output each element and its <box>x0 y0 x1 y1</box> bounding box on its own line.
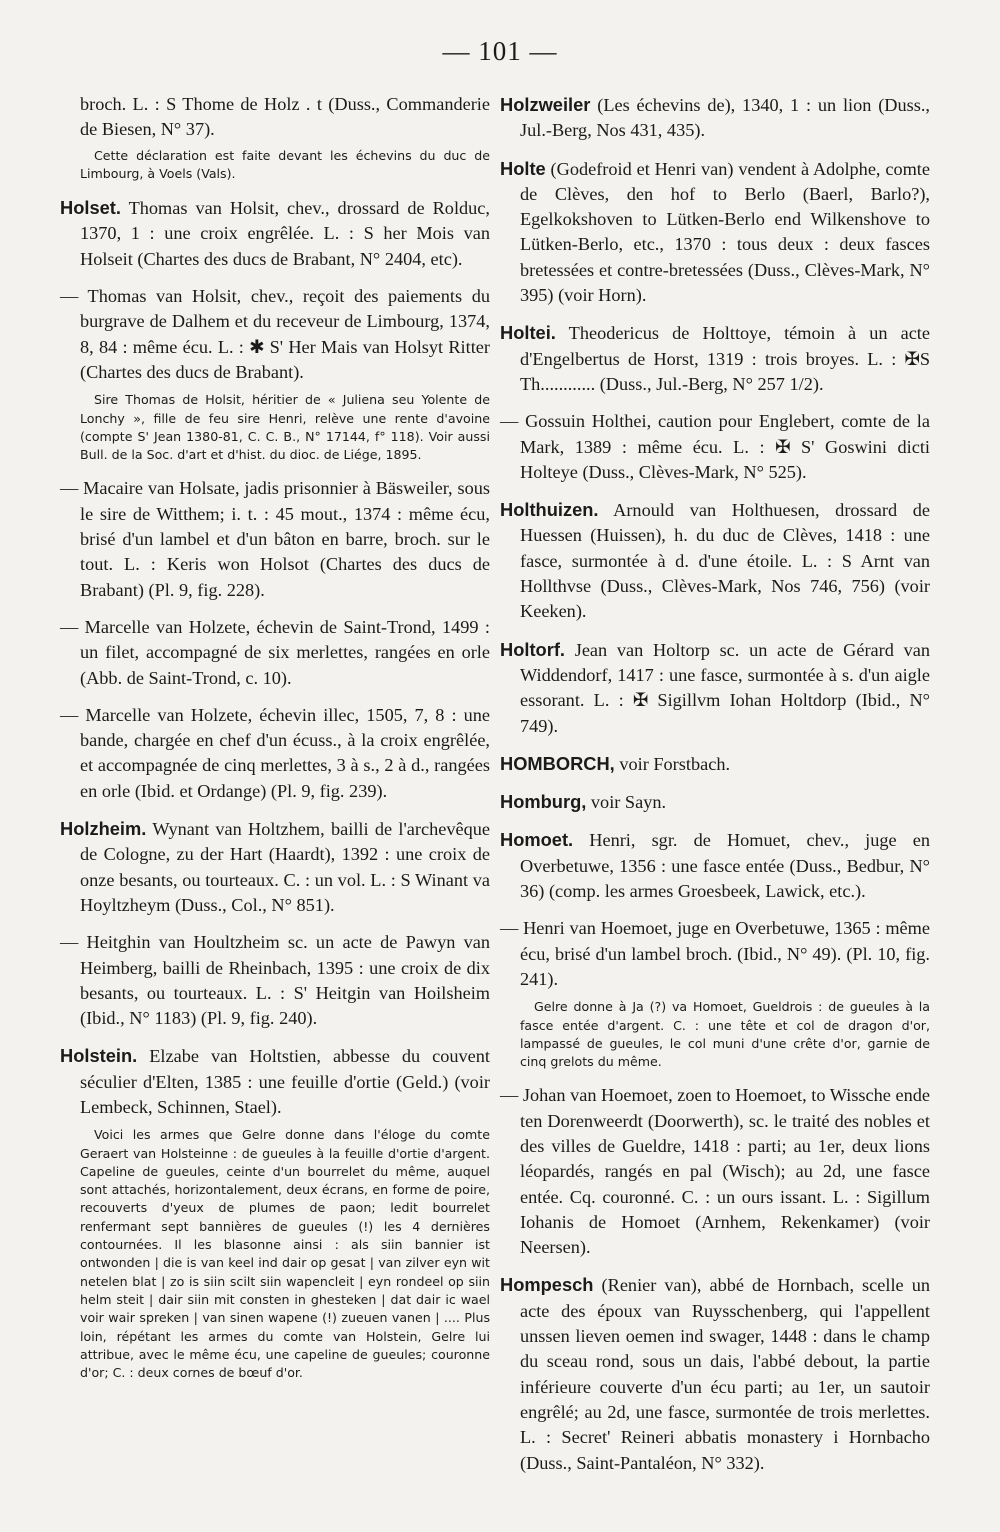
entry-holte <box>500 156 930 309</box>
entry-keyword: HOMBORCH, <box>500 752 615 774</box>
entry-text: voir Sayn. <box>590 792 667 813</box>
entry-keyword: Holtorf. <box>500 638 565 660</box>
entry-paragraph: — Johan van Hoemoet, zoen to Hoemoet, to Wissche ende ten Dorenweerdt (Doorwerth), sc. le traité des nobles et des villes de Gueldre, 1418 : parti; au 1er, deux lions léopardés, rangés en pal (Wisch); au 2d, une fasce entée. Cq. couronné. C. : un ours issant. L. : Sigillum Iohanis de Homoet (Arnhem, Rekenkamer) (voir Neersen). <box>500 1085 930 1258</box>
entry-keyword: Holtei. <box>500 322 556 344</box>
entry-paragraph: — Thomas van Holsit, chev., reçoit des paiements du burgrave de Dalhem et du receveur de Limbourg, 1374, 8, 84 : même écu. L. : ✱ S' Her Mais van Holsyt Ritter (Chartes des ducs de Brabant). <box>60 286 490 382</box>
entry-text: voir Forstbach. <box>619 753 731 774</box>
entry-text: Theodericus de Holttoye, témoin à un acte d'Engelbertus de Horst, 1319 : trois broyes. L. : ✠S Th............ (Duss., Jul.-Berg, N° 257 1/2). <box>520 323 930 394</box>
entry-keyword: Holzheim. <box>60 818 147 840</box>
entry-holtorf <box>500 637 930 739</box>
entry-holset <box>60 195 490 272</box>
entry-text: Thomas van Holsit, chev., drossard de Rolduc, 1370, 1 : une croix engrêlée. L. : S her Mois van Holseit (Chartes des ducs de Brabant, N° 2404, etc). <box>80 198 490 269</box>
footnote: Cette déclaration est faite devant les échevins du duc de Limbourg, à Voels (Vals). <box>80 147 490 181</box>
page-number: — 101 — <box>442 36 558 66</box>
right-column <box>500 92 930 1488</box>
footnote: Gelre donne à Ja (?) va Homoet, Gueldrois : de gueules à la fasce entée d'argent. C. : une tête et col de dragon d'or, lampassé de gueules, le col muni d'une crête d'or, garnie de cinq grelots du même. <box>520 999 930 1070</box>
footnote: Sire Thomas de Holsit, héritier de « Juliena seu Yolente de Lonchy », fille de feu sire Henri, relève une rente d'avoine (compte S' Jean 1380-81, C. C. B., N° 17144, f° 118). Voir aussi Bull. de la Soc. d'art et d'hist. du dioc. de Liége, 1895. <box>80 392 490 463</box>
entry-keyword: Holstein. <box>60 1045 138 1067</box>
entry-keyword: Holte <box>500 157 546 179</box>
entry-keyword: Holset. <box>60 197 121 219</box>
left-column <box>60 92 490 1394</box>
entry-keyword: Homburg, <box>500 791 587 813</box>
entry-keyword: Holthuizen. <box>500 499 599 521</box>
entry-text: Elzabe van Holtstien, abbesse du couvent séculier d'Elten, 1385 : une feuille d'ortie (Geld.) (voir Lembeck, Schinnen, Stael). <box>80 1046 490 1117</box>
entry-holtei <box>500 320 930 397</box>
entry-text: Wynant van Holtzhem, bailli de l'archevêque de Cologne, zu der Hart (Haardt), 1392 : une croix de onze besants, ou tourteaux. C. : un vol. L. : S Winant va Hoyltzheym (Duss., Col., N° 851). <box>80 819 490 915</box>
entry-paragraph: — Heitghin van Houltzheim sc. un acte de Pawyn van Heimberg, bailli de Rheinbach, 1395 : une croix de dix besants, ou tourteaux. L. : S' Heitgin van Hoilsheim (Ibid., N° 1183) (Pl. 9, fig. 240). <box>60 932 490 1029</box>
entry-keyword: Homoet. <box>500 829 574 851</box>
entry-hompesch <box>500 1272 930 1475</box>
entry-paragraph: — Macaire van Holsate, jadis prisonnier à Bäsweiler, sous le sire de Witthem; i. t. : 45 mout., 1374 : même écu, brisé d'un lambel et d'un bâton en barre, broch. sur le tout. L. : Keris won Holsot (Chartes des ducs de Brabant) (Pl. 9, fig. 228). <box>60 478 490 600</box>
footnote: Voici les armes que Gelre donne dans l'éloge du comte Geraert van Holsteinne : de gueules à la feuille d'ortie d'argent. Capeline de gueules, ceinte d'un bourrelet du même, auquel sont attachés, horizontalement, deux écrans, en forme de poire, recouverts d'yeux de plumes de paon; ledit bourrelet renfermant sept bannières de gueules (!) les 4 dernières contournées. Il les blasonne ainsi : als siin bannier ist ontwonden | die is van keel ind dair op gesat | van zilver eyn wit netelen blat | zo is siin scilt siin wapencleit | eyn rondeel op siin helm steit | dair siin mit consten in ghesteken | dat dair ic wael voir wair spreken | van sinen wapene (!) zueuen vanen | .... Plus loin, répétant les armes du comte van Holstein, Gelre lui attribue, avec le même écu, une capeline de gueules; couronne d'or; C. : deux cornes de bœuf d'or. <box>80 1127 490 1381</box>
entry-keyword: Hompesch <box>500 1274 594 1296</box>
entry-holzheim <box>60 816 490 918</box>
entry-text: (Godefroid et Henri van) vendent à Adolphe, comte de Clèves, den hof to Berlo (Baerl, Barlo?), Egelkokshoven to Lütken-Berlo end Wilkenshove to Lütken-Berlo, etc., 1370 : tous deux : deux fasces bretessées et contre-bretessées (Duss., Clèves-Mark, N° 395) (voir Horn). <box>520 158 930 306</box>
entry-text: Henri, sgr. de Homuet, chev., juge en Overbetuwe, 1356 : une fasce entée (Duss., Bedbur, N° 36) (comp. les armes Groesbeek, Lawick, etc.). <box>520 830 930 902</box>
entry-homoet <box>500 827 930 904</box>
entry-paragraph: — Henri van Hoemoet, juge en Overbetuwe, 1365 : même écu, brisé d'un lambel broch. (Ibid., N° 49). (Pl. 10, fig. 241). <box>500 918 930 989</box>
entry-holthuizen <box>500 497 930 624</box>
entry-keyword: Holzweiler <box>500 94 591 115</box>
entry-holstein <box>60 1043 490 1120</box>
entry-text: (Les échevins de), 1340, 1 : un lion (Duss., Jul.-Berg, Nos 431, 435). <box>520 95 930 141</box>
entry-paragraph: broch. L. : S Thome de Holz . t (Duss., Commanderie de Biesen, N° 37). <box>80 94 490 140</box>
entry-homburg <box>500 789 930 815</box>
entry-homborch <box>500 751 930 777</box>
entry-paragraph: — Gossuin Holthei, caution pour Englebert, comte de la Mark, 1389 : même écu. L. : ✠ S' Goswini dicti Holteye (Duss., Clèves-Mark, N° 525). <box>500 411 930 482</box>
entry-paragraph: — Marcelle van Holzete, échevin de Saint-Trond, 1499 : un filet, accompagné de six merlettes, rangées en orle (Abb. de Saint-Trond, c. 10). <box>60 616 490 688</box>
entry-text: Jean van Holtorp sc. un acte de Gérard van Widdendorf, 1417 : une fasce, surmontée à s. d'un aigle essorant. L. : ✠ Sigillvm Iohan Holtdorp (Ibid., N° 749). <box>520 639 930 736</box>
entry-holzweiler <box>500 92 930 144</box>
entry-text: Arnould van Holthuesen, drossard de Huessen (Huissen), h. du duc de Clèves, 1418 : une fasce, surmontée à d. d'une étoile. L. : S Arnt van Hollthvse (Duss., Clèves-Mark, Nos 746, 756) (voir Keeken). <box>520 500 931 622</box>
entry-text: (Renier van), abbé de Hornbach, scelle un acte des époux van Ruysschenberg, qui l'appellent unssen lieven oemen ind swager, 1448 : dans le champ du sceau rond, sous un dais, l'abbé debout, la partie inférieure couverte d'un écu parti; au 1er, un sautoir engrêlé; au 2d, une fasce, surmontée de trois merlettes. L. : Secret' Reineri abbatis monastery i Hornbacho (Duss., Saint-Pantaléon, N° 332). <box>520 1275 931 1473</box>
entry-paragraph: — Marcelle van Holzete, échevin illec, 1505, 7, 8 : une bande, chargée en chef d'un écuss., à la croix engrêlée, et accompagnée de cinq merlettes, 3 à s., 2 à d., rangées en orle (Ibid. et Ordange) (Pl. 9, fig. 239). <box>60 704 490 801</box>
